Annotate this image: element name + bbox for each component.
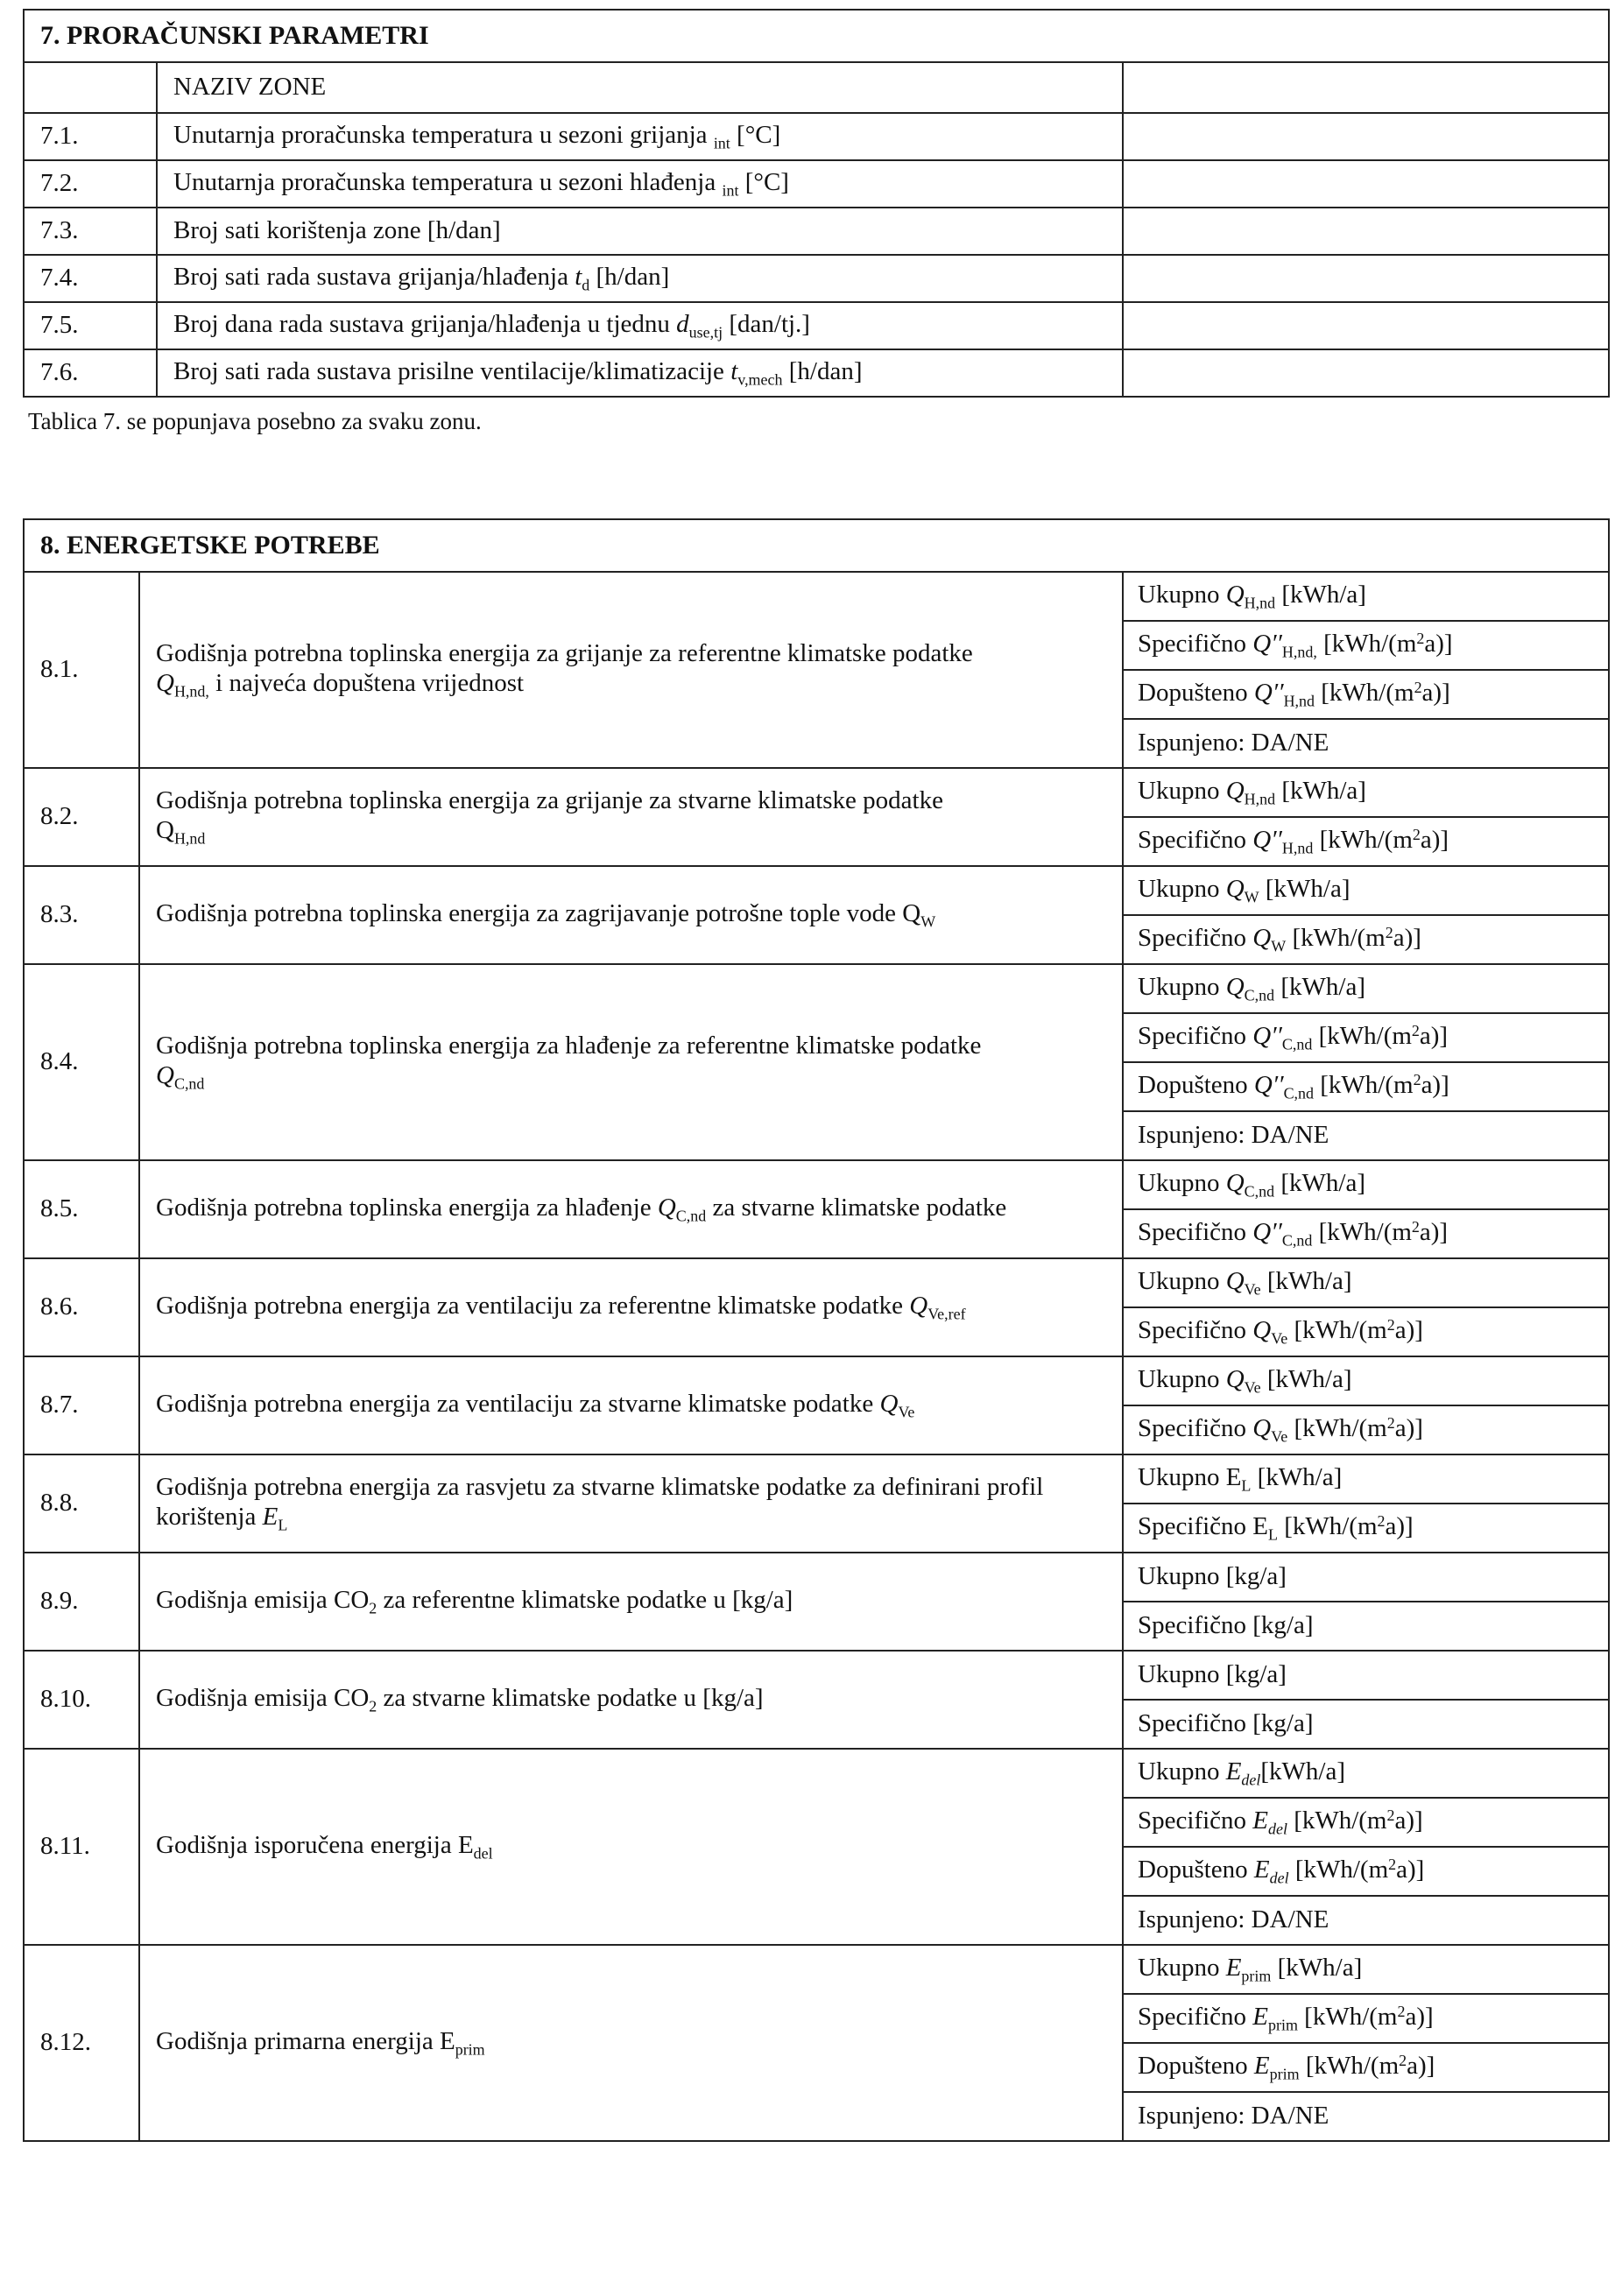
energy-number: 8.6. — [24, 1258, 139, 1356]
energy-description: Godišnja isporučena energija $E_{del}$ — [139, 1749, 1123, 1945]
energy-row — [24, 1160, 1609, 1209]
energy-field[interactable]: Ukupno $Q_{Ve}$ [kWh/a] — [1123, 1356, 1609, 1405]
energy-description: Godišnja potrebna toplinska energija za hlađenje $Q_{C,nd}$ za stvarne klimatske podatke — [139, 1160, 1123, 1258]
param-label: Broj sati rada sustava prisilne ventilacije/klimatizacije $t_{v,mech}$ [h/dan] — [157, 349, 1123, 397]
energy-number: 8.1. — [24, 572, 139, 768]
form-page — [23, 9, 1608, 2142]
energy-number: 8.11. — [24, 1749, 139, 1945]
energy-field[interactable]: Specifično $Q''_{H,nd,}$ $[kWh/(m^2a)]$ — [1123, 621, 1609, 670]
energy-field[interactable]: Specifično $Q''_{C,nd}$ $[kWh/(m^2a)]$ — [1123, 1209, 1609, 1258]
param-value[interactable] — [1123, 302, 1609, 349]
energy-field[interactable]: Ukupno $Q_W$ [kWh/a] — [1123, 866, 1609, 915]
param-row — [24, 302, 1609, 349]
param-number: 7.5. — [24, 302, 157, 349]
energy-description: Godišnja primarna energija $E_{prim}$ — [139, 1945, 1123, 2141]
energy-field[interactable]: Ukupno $E_L$ [kWh/a] — [1123, 1454, 1609, 1504]
energy-field[interactable]: Specifično $Q_W$ $[kWh/(m^2a)]$ — [1123, 915, 1609, 964]
energy-field[interactable]: Ukupno $Q_{H,nd}$ [kWh/a] — [1123, 572, 1609, 621]
energy-row — [24, 768, 1609, 817]
table-section-8 — [23, 518, 1610, 2142]
energy-row — [24, 866, 1609, 915]
zone-num-cell — [24, 62, 157, 113]
energy-description: Godišnja potrebna energija za rasvjetu za stvarne klimatske podatke za definirani profil korištenja $E_L$ — [139, 1454, 1123, 1553]
param-number: 7.4. — [24, 255, 157, 302]
param-number: 7.2. — [24, 160, 157, 208]
energy-field[interactable]: Ukupno $Q_{C,nd}$ [kWh/a] — [1123, 1160, 1609, 1209]
param-row — [24, 208, 1609, 255]
param-value[interactable] — [1123, 113, 1609, 160]
param-value[interactable] — [1123, 349, 1609, 397]
energy-description: Godišnja emisija $CO_2$ za referentne klimatske podatke u [kg/a] — [139, 1553, 1123, 1651]
energy-description: Godišnja emisija $CO_2$ za stvarne klimatske podatke u [kg/a] — [139, 1651, 1123, 1749]
param-label: Broj sati rada sustava grijanja/hlađenja $t_d$ [h/dan] — [157, 255, 1123, 302]
energy-description: Godišnja potrebna energija za ventilaciju za referentne klimatske podatke $Q_{Ve,ref}$ — [139, 1258, 1123, 1356]
energy-field[interactable]: Specifično $Q''_{C,nd}$ $[kWh/(m^2a)]$ — [1123, 1013, 1609, 1062]
param-value[interactable] — [1123, 208, 1609, 255]
energy-description: Godišnja potrebna toplinska energija za grijanje za stvarne klimatske podatke $Q_{H,nd}$ — [139, 768, 1123, 866]
param-number: 7.1. — [24, 113, 157, 160]
energy-field[interactable]: Ispunjeno: DA/NE — [1123, 1111, 1609, 1160]
energy-field[interactable]: Specifično $E_L$ $[kWh/(m^2a)]$ — [1123, 1504, 1609, 1553]
param-number: 7.6. — [24, 349, 157, 397]
energy-description: Godišnja potrebna energija za ventilaciju za stvarne klimatske podatke $Q_{Ve}$ — [139, 1356, 1123, 1454]
energy-number: 8.4. — [24, 964, 139, 1160]
energy-field[interactable]: Ukupno [kg/a] — [1123, 1651, 1609, 1700]
energy-field[interactable]: Ispunjeno: DA/NE — [1123, 719, 1609, 768]
energy-number: 8.5. — [24, 1160, 139, 1258]
energy-description: Godišnja potrebna toplinska energija za grijanje za referentne klimatske podatke $Q_{H,nd,}$ i najveća dopuštena vrijednost — [139, 572, 1123, 768]
energy-description: Godišnja potrebna toplinska energija za zagrijavanje potrošne tople vode $Q_W$ — [139, 866, 1123, 964]
table-section-7 — [23, 9, 1610, 398]
energy-field[interactable]: Ispunjeno: DA/NE — [1123, 2092, 1609, 2141]
energy-number: 8.3. — [24, 866, 139, 964]
energy-row — [24, 1356, 1609, 1405]
param-value[interactable] — [1123, 160, 1609, 208]
energy-field[interactable]: Ukupno $Q_{C,nd}$ [kWh/a] — [1123, 964, 1609, 1013]
energy-field[interactable]: Specifično $Q_{Ve}$ $[kWh/(m^2a)]$ — [1123, 1307, 1609, 1356]
param-row — [24, 349, 1609, 397]
section-7-title: 7. PRORAČUNSKI PARAMETRI — [24, 10, 1609, 62]
energy-row — [24, 1749, 1609, 1798]
energy-row — [24, 1945, 1609, 1994]
energy-field[interactable]: Ukupno [kg/a] — [1123, 1553, 1609, 1602]
param-row — [24, 160, 1609, 208]
param-label: Broj sati korištenja zone [h/dan] — [157, 208, 1123, 255]
param-row — [24, 255, 1609, 302]
zone-name-value[interactable] — [1123, 62, 1609, 113]
energy-field[interactable]: Specifično $Q_{Ve}$ $[kWh/(m^2a)]$ — [1123, 1405, 1609, 1454]
energy-description: Godišnja potrebna toplinska energija za hlađenje za referentne klimatske podatke $Q_{C,nd}$ — [139, 964, 1123, 1160]
energy-number: 8.8. — [24, 1454, 139, 1553]
energy-field[interactable]: Specifično $Q''_{H,nd}$ $[kWh/(m^2a)]$ — [1123, 817, 1609, 866]
table-7-note: Tablica 7. se popunjava posebno za svaku zonu. — [28, 408, 482, 434]
energy-field[interactable]: Ukupno $E_{prim}$ [kWh/a] — [1123, 1945, 1609, 1994]
param-label: Broj dana rada sustava grijanja/hlađenja u tjednu $d_{use,tj}$ [dan/tj.] — [157, 302, 1123, 349]
energy-row — [24, 1258, 1609, 1307]
energy-field[interactable]: Ukupno $Q_{H,nd}$ [kWh/a] — [1123, 768, 1609, 817]
energy-number: 8.7. — [24, 1356, 139, 1454]
param-row — [24, 113, 1609, 160]
energy-field[interactable]: Specifično [kg/a] — [1123, 1602, 1609, 1651]
energy-field[interactable]: Dopušteno $Q''_{C,nd}$ $[kWh/(m^2a)]$ — [1123, 1062, 1609, 1111]
energy-field[interactable]: Dopušteno $E_{del}$ $[kWh/(m^2a)]$ — [1123, 1847, 1609, 1896]
energy-field[interactable]: Dopušteno $E_{prim}$ $[kWh/(m^2a)]$ — [1123, 2043, 1609, 2092]
energy-number: 8.12. — [24, 1945, 139, 2141]
param-number: 7.3. — [24, 208, 157, 255]
energy-row — [24, 1553, 1609, 1602]
energy-row — [24, 964, 1609, 1013]
energy-row — [24, 572, 1609, 621]
energy-field[interactable]: Dopušteno $Q''_{H,nd}$ $[kWh/(m^2a)]$ — [1123, 670, 1609, 719]
energy-row — [24, 1454, 1609, 1504]
energy-field[interactable]: Ispunjeno: DA/NE — [1123, 1896, 1609, 1945]
energy-field[interactable]: Specifično [kg/a] — [1123, 1700, 1609, 1749]
energy-number: 8.2. — [24, 768, 139, 866]
zone-name-header: NAZIV ZONE — [157, 62, 1123, 113]
energy-field[interactable]: Ukupno $E_{del}[kWh/a]$ — [1123, 1749, 1609, 1798]
param-value[interactable] — [1123, 255, 1609, 302]
param-label: Unutarnja proračunska temperatura u sezoni grijanja $_{int}$ [°C] — [157, 113, 1123, 160]
energy-number: 8.10. — [24, 1651, 139, 1749]
energy-field[interactable]: Specifično $E_{prim}$ $[kWh/(m^2a)]$ — [1123, 1994, 1609, 2043]
param-label: Unutarnja proračunska temperatura u sezoni hlađenja $_{int}$ [°C] — [157, 160, 1123, 208]
energy-number: 8.9. — [24, 1553, 139, 1651]
energy-field[interactable]: Specifično $E_{del}$ $[kWh/(m^2a)]$ — [1123, 1798, 1609, 1847]
energy-field[interactable]: Ukupno $Q_{Ve}$ [kWh/a] — [1123, 1258, 1609, 1307]
section-8-title: 8. ENERGETSKE POTREBE — [24, 519, 1609, 572]
energy-row — [24, 1651, 1609, 1700]
